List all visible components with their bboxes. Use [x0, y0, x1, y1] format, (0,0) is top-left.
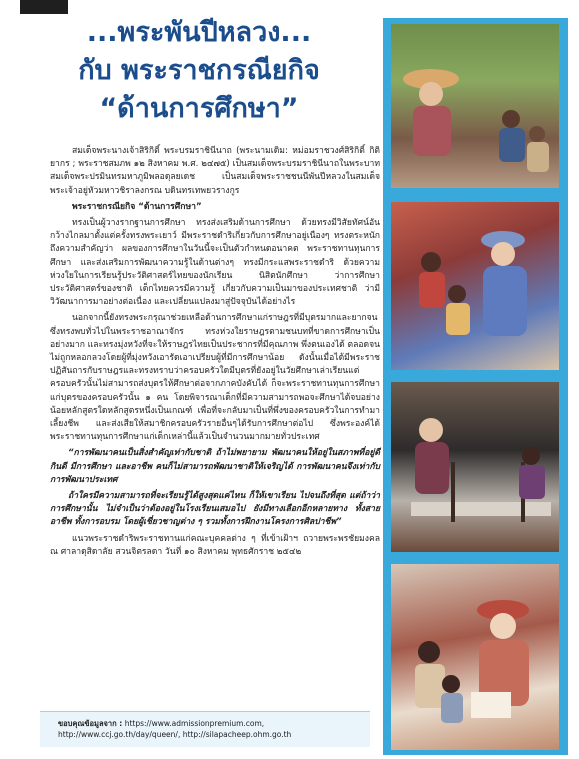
corner-decoration [20, 0, 68, 14]
royal-quote: “การพัฒนาคนเป็นสิ่งสำคัญเท่ากับชาติ ถ้าไม่พยายาม พัฒนาคนให้อยู่ในสภาพที่อยู่ดีกินดี มีการศึกษา และอาชีพ คนก็ไม่สามารถพัฒนาชาติให้เจริญได้ การพัฒนาคนจึงเท่ากับ การพัฒนาประเทศ [50, 448, 380, 485]
title-line-2: กับ พระราชกรณียกิจ [78, 55, 320, 86]
title-line-3: “ด้านการศึกษา” [99, 93, 299, 124]
credits-sources: https://www.admissionpremium.com, http://www.ccj.go.th/day/queen/, http://silapacheep.ohm.go.th [58, 719, 292, 739]
title-line-1: ...พระพันปีหลวง... [86, 17, 312, 48]
photo-queen-with-children [391, 202, 559, 370]
body-paragraph: ทรงเป็นผู้วางรากฐานการศึกษา ทรงส่งเสริมด้านการศึกษา ด้วยทรงมีวิสัยทัศน์อันกว้างไกลมาตั้งแต่ครั้งทรงพระเยาว์ มีพระราชดำริเกี่ยวกับการศึกษาอยู่เนืองๆ ทรงตระหนักถึงความสำคัญว่า ผลของการศึกษาในวันนี้จะเป็นตัวกำหนดอนาคต พระราชทานทุนการศึกษา และส่งเสริมการพัฒนาความรู้ในด้านต่างๆ ทรงมีกระแสพระราชดำริ ด้วยความห่วงใยในการเรียนรู้ประวัติศาสตร์ไทยของนักเรียน นิสิตนักศึกษา ว่าการศึกษาประวัติศาสตร์ของชาติ เด็กไทยควรมีความรู้ เกี่ยวกับความเป็นมาของประเทศชาติ ว่ามีวิวัฒนาการมาอย่างต่อเนื่อง และเปลี่ยนแปลงมาสู่ปัจจุบันได้อย่างไร [50, 218, 380, 308]
body-paragraph: นอกจากนี้ยังทรงพระกรุณาช่วยเหลือด้านการศึกษาแก่ราษฎรที่มีบุตรมากและยากจนซึ่งทรงพบทั่วไปในพระราชอาณาจักร ทรงห่วงใยราษฎรตามชนบทที่ขาดการศึกษาเป็นอย่างมาก และทรงมุ่งหวังที่จะให้ราษฎรไทยเป็นประชากรที่มีคุณภาพ พึ่งตนเองได้ ตลอดจนไม่ถูกหลอกลวงโดยผู้ที่มุ่งหวังเอารัดเอาเปรียบผู้ที่มีการศึกษาน้อย ดังนั้นเมื่อได้มีพระราชปฏิสันถารกับราษฎรและทรงทราบว่าครอบครัวใดมีบุตรที่ยังอยู่ในวัยศึกษาเล่าเรียนแต่ครอบครัวนั้นไม่สามารถส่งบุตรให้ศึกษาต่อจากภาคบังคับได้ ก็จะพระราชทานทุนการศึกษาแก่บุตรของครอบครัวนั้น ๑ คน โดยพิจารณาเด็กที่มีความสามารถพอจะศึกษาได้จบอย่างน้อยหลักสูตรใดหลักสูตรหนึ่งเป็นเกณฑ์ เพื่อที่จะกลับมาเป็นที่พึ่งของครอบครัวในการทำมาเลี้ยงชีพ และส่งเสียให้สมาชิกครอบครัวรายอื่นๆได้รับการศึกษาต่อไป ซึ่งพระองค์ได้พระราชทานทุนการศึกษาแก่เด็กเหล่านี้แล้วเป็นจำนวนมากมายทั่วประเทศ [50, 313, 380, 443]
intro-paragraph: สมเด็จพระนางเจ้าสิริกิติ์ พระบรมราชินีนาถ (พระนามเดิม: หม่อมราชวงศ์สิริกิติ์ กิติยากร ; พระราชสมภพ ๑๒ สิงหาคม พ.ศ. ๒๔๗๕) เป็นสมเด็จพระบรมราชินีนาถในพระบาทสมเด็จพระปรมินทรมหาภูมิพลอดุลยเดช เป็นสมเด็จพระราชชนนีพันปีหลวงในสมเด็จพระเจ้าอยู่หัวมหาวชิราลงกรณ บดินทรเทพยวรางกูร [50, 146, 380, 196]
photo-queen-watching-weaving [391, 382, 559, 552]
photo-queen-seated-with-villagers [391, 24, 559, 188]
photo-queen-reading-with-children [391, 564, 559, 750]
article-title [24, 14, 374, 128]
royal-quote: ถ้าใครมีความสามารถที่จะเรียนรู้ได้สูงสุดแค่ไหน ก็ให้เขาเรียน ไปจนถึงที่สุด แต่ถ้าว่าการศึกษานั้น ไม่จำเป็นว่าต้องอยู่ในโรงเรียนเสมอไป ยังมีทางเลือกอีกหลายทาง ทั้งสายอาชีพ ทั้งการอบรม โดยผู้เชี่ยวชาญต่าง ๆ รวมทั้งการฝึกงานโครงการศิลปาชีพ” [50, 491, 380, 528]
article-body [50, 145, 380, 562]
section-heading: พระราชกรณียกิจ “ด้านการศึกษา” [72, 201, 202, 212]
source-credits [40, 711, 370, 747]
closing-paragraph: แนวพระราชดำริพระราชทานแก่คณะบุคคลต่าง ๆ ที่เข้าเฝ้าฯ ถวายพระพรชัยมงคล ณ ศาลาดุสิดาลัย สวนจิตรลดา วันที่ ๑๐ สิงหาคม พุทธศักราช ๒๕๔๒ [50, 533, 380, 557]
credits-label: ขอบคุณข้อมูลจาก : [58, 719, 123, 728]
photo-panel [383, 18, 568, 755]
